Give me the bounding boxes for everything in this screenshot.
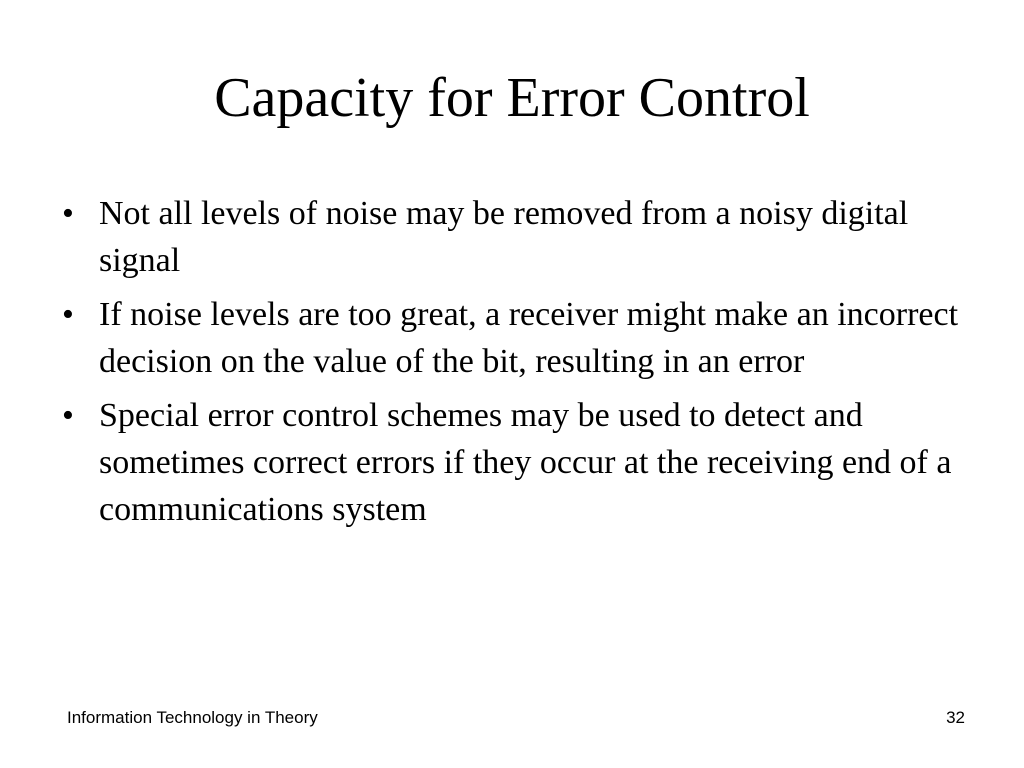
bullet-item — [62, 291, 962, 385]
bullet-text: If noise levels are too great, a receiver might make an incorrect decision on the value of the bit, resulting in an error — [99, 296, 959, 380]
bullet-text: Special error control schemes may be used to detect and sometimes correct errors if they occur at the receiving end of a communications system — [99, 397, 952, 528]
bullet-item — [62, 190, 962, 284]
bullet-list — [62, 190, 962, 540]
bullet-item — [62, 392, 962, 533]
bullet-marker: • — [62, 296, 74, 333]
bullet-text: Not all levels of noise may be removed from a noisy digital signal — [99, 195, 909, 279]
slide-title: Capacity for Error Control — [214, 67, 810, 129]
footer-course-title: Information Technology in Theory — [67, 708, 318, 727]
bullet-marker: • — [62, 397, 74, 434]
bullet-marker: • — [62, 195, 74, 232]
footer-page-number: 32 — [946, 708, 965, 727]
